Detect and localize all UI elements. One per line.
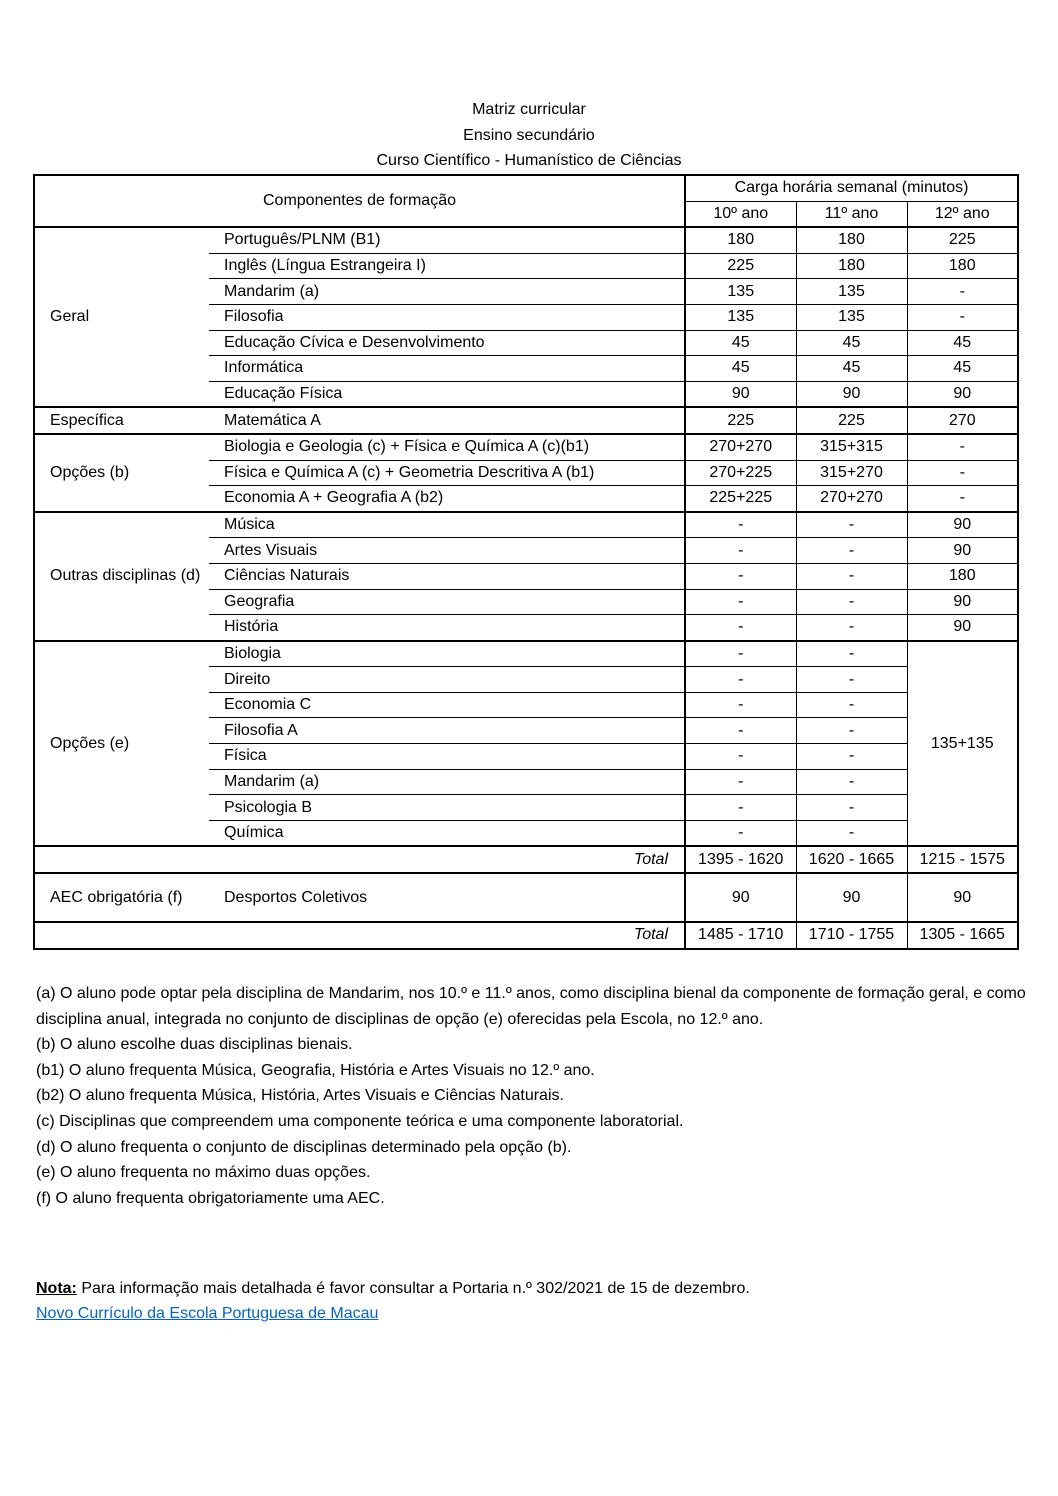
header-row: [34, 175, 1018, 201]
hours-cell: -: [685, 692, 796, 718]
subject-cell: Matemática A: [209, 407, 685, 434]
hours-cell: 270+270: [796, 486, 907, 512]
footnote: (b1) O aluno frequenta Música, Geografia, História e Artes Visuais no 12.º ano.: [36, 1061, 595, 1079]
footnote: (d) O aluno frequenta o conjunto de disciplinas determinado pela opção (b).: [36, 1138, 572, 1156]
year-header: 12º ano: [907, 201, 1018, 227]
total-value: 1620 - 1665: [796, 846, 907, 873]
hours-cell: 90: [907, 873, 1018, 922]
hours-cell: 180: [796, 227, 907, 253]
subject-cell: Filosofia: [209, 304, 685, 330]
table-row: [34, 407, 1018, 434]
subject-cell: Português/PLNM (B1): [209, 227, 685, 253]
subject-cell: Biologia e Geologia (c) + Física e Química A (c)(b1): [209, 434, 685, 460]
hours-cell: 90: [685, 381, 796, 407]
title-line: Matriz curricular: [472, 101, 586, 118]
hours-cell: -: [685, 744, 796, 770]
hours-cell: -: [907, 434, 1018, 460]
subject-cell: Psicologia B: [209, 795, 685, 821]
hours-cell: 270: [907, 407, 1018, 434]
hours-cell: 135: [685, 304, 796, 330]
hours-cell: -: [796, 744, 907, 770]
hours-cell: -: [796, 589, 907, 615]
hours-cell: 135: [685, 279, 796, 305]
year-header: 10º ano: [685, 201, 796, 227]
table-row: [34, 512, 1018, 538]
hours-cell: 135: [796, 304, 907, 330]
hours-cell: -: [796, 692, 907, 718]
note-label: Nota:: [36, 1280, 77, 1297]
table-row: [34, 641, 1018, 667]
subject-cell: Mandarim (a): [209, 769, 685, 795]
hours-cell: 315+270: [796, 460, 907, 486]
hours-cell: -: [685, 615, 796, 641]
footnote: (b2) O aluno frequenta Música, História, Artes Visuais e Ciências Naturais.: [36, 1087, 564, 1105]
subject-cell: Geografia: [209, 589, 685, 615]
hours-cell: 225: [685, 407, 796, 434]
hours-cell: 90: [796, 381, 907, 407]
footnotes: [36, 981, 1026, 1211]
total-row: [34, 846, 1018, 873]
subject-cell: Física: [209, 744, 685, 770]
hours-cell: 180: [907, 253, 1018, 279]
group-label: Opções (e): [34, 641, 209, 847]
footnote: (c) Disciplinas que compreendem uma componente teórica e uma componente laboratorial.: [36, 1112, 684, 1130]
document-titles: [0, 97, 1058, 174]
hours-cell: -: [685, 641, 796, 667]
subject-cell: Biologia: [209, 641, 685, 667]
hours-cell: 270+270: [685, 434, 796, 460]
hours-cell: 270+225: [685, 460, 796, 486]
subject-cell: Educação Cívica e Desenvolvimento: [209, 330, 685, 356]
subject-cell: Economia C: [209, 692, 685, 718]
hours-cell: 90: [796, 873, 907, 922]
hours-cell: -: [796, 718, 907, 744]
subject-cell: Filosofia A: [209, 718, 685, 744]
curriculum-link[interactable]: Novo Currículo da Escola Portuguesa de Macau: [36, 1305, 379, 1322]
group-label: Específica: [34, 407, 209, 434]
subject-cell: Direito: [209, 667, 685, 693]
hours-cell: -: [685, 589, 796, 615]
total-value: 1215 - 1575: [907, 846, 1018, 873]
hours-cell: -: [796, 820, 907, 846]
hours-cell: -: [685, 718, 796, 744]
hours-cell: 45: [685, 356, 796, 382]
year-header: 11º ano: [796, 201, 907, 227]
footnote: (f) O aluno frequenta obrigatoriamente uma AEC.: [36, 1189, 385, 1207]
components-header: Componentes de formação: [34, 175, 685, 227]
subject-cell: Artes Visuais: [209, 538, 685, 564]
subject-cell: Ciências Naturais: [209, 563, 685, 589]
group-label: Opções (b): [34, 434, 209, 512]
hours-cell: -: [796, 641, 907, 667]
hours-cell: -: [796, 667, 907, 693]
hours-cell: 45: [907, 356, 1018, 382]
footnote: (a) O aluno pode optar pela disciplina de Mandarim, nos 10.º e 11.º anos, como disciplina bienal da componente de formação geral, e como disciplina anual, integrada no conjunto de disciplinas de opção (e) oferecidas pela Escola, no 12.º ano.: [36, 985, 1026, 1028]
note-section: [36, 1276, 750, 1326]
subject-cell: Economia A + Geografia A (b2): [209, 486, 685, 512]
hours-cell: 45: [685, 330, 796, 356]
total-value: 1710 - 1755: [796, 922, 907, 949]
group-label: AEC obrigatória (f): [34, 873, 209, 922]
total-value: 1485 - 1710: [685, 922, 796, 949]
subject-cell: Física e Química A (c) + Geometria Descritiva A (b1): [209, 460, 685, 486]
title-line: Curso Científico - Humanístico de Ciências: [376, 152, 682, 169]
footnote: (e) O aluno frequenta no máximo duas opções.: [36, 1164, 371, 1182]
hours-cell: 315+315: [796, 434, 907, 460]
hours-cell: -: [907, 304, 1018, 330]
workload-header: Carga horária semanal (minutos): [685, 175, 1018, 201]
subject-cell: Mandarim (a): [209, 279, 685, 305]
subject-cell: Informática: [209, 356, 685, 382]
hours-cell: 180: [685, 227, 796, 253]
total-label: Total: [34, 922, 685, 949]
hours-cell: -: [685, 667, 796, 693]
hours-cell: 180: [796, 253, 907, 279]
total-label: Total: [34, 846, 685, 873]
hours-cell: -: [796, 795, 907, 821]
total-value: 1395 - 1620: [685, 846, 796, 873]
hours-cell: -: [796, 512, 907, 538]
hours-cell: -: [907, 279, 1018, 305]
hours-cell: 90: [907, 381, 1018, 407]
hours-cell: 45: [796, 356, 907, 382]
table-row: [34, 227, 1018, 253]
group-label: Geral: [34, 227, 209, 407]
hours-cell: 225: [796, 407, 907, 434]
hours-cell: 45: [796, 330, 907, 356]
hours-cell: -: [907, 460, 1018, 486]
subject-cell: Música: [209, 512, 685, 538]
total-value: 1305 - 1665: [907, 922, 1018, 949]
hours-cell: 90: [907, 538, 1018, 564]
hours-cell: 180: [907, 563, 1018, 589]
hours-cell: 90: [907, 589, 1018, 615]
subject-cell: Desportos Coletivos: [209, 873, 685, 922]
hours-cell: -: [907, 486, 1018, 512]
hours-cell: 225+225: [685, 486, 796, 512]
hours-cell-merged: 135+135: [907, 641, 1018, 847]
subject-cell: Educação Física: [209, 381, 685, 407]
hours-cell: 90: [685, 873, 796, 922]
hours-cell: -: [796, 769, 907, 795]
title-line: Ensino secundário: [463, 126, 595, 144]
hours-cell: 225: [907, 227, 1018, 253]
hours-cell: -: [685, 563, 796, 589]
subject-cell: História: [209, 615, 685, 641]
aec-row: [34, 873, 1018, 922]
hours-cell: -: [685, 538, 796, 564]
hours-cell: -: [685, 769, 796, 795]
hours-cell: 90: [907, 615, 1018, 641]
subject-cell: Química: [209, 820, 685, 846]
hours-cell: 90: [907, 512, 1018, 538]
subject-cell: Inglês (Língua Estrangeira I): [209, 253, 685, 279]
hours-cell: -: [796, 538, 907, 564]
note-text: Para informação mais detalhada é favor consultar a Portaria n.º 302/2021 de 15 de dezembro.: [76, 1280, 750, 1297]
total-row: [34, 922, 1018, 949]
hours-cell: 45: [907, 330, 1018, 356]
hours-cell: -: [796, 615, 907, 641]
group-label: Outras disciplinas (d): [34, 512, 209, 641]
hours-cell: -: [685, 795, 796, 821]
hours-cell: 225: [685, 253, 796, 279]
hours-cell: -: [685, 512, 796, 538]
hours-cell: -: [685, 820, 796, 846]
table-row: [34, 434, 1018, 460]
hours-cell: 135: [796, 279, 907, 305]
curriculum-table: [33, 174, 1019, 950]
hours-cell: -: [796, 563, 907, 589]
footnote: (b) O aluno escolhe duas disciplinas bienais.: [36, 1036, 353, 1054]
